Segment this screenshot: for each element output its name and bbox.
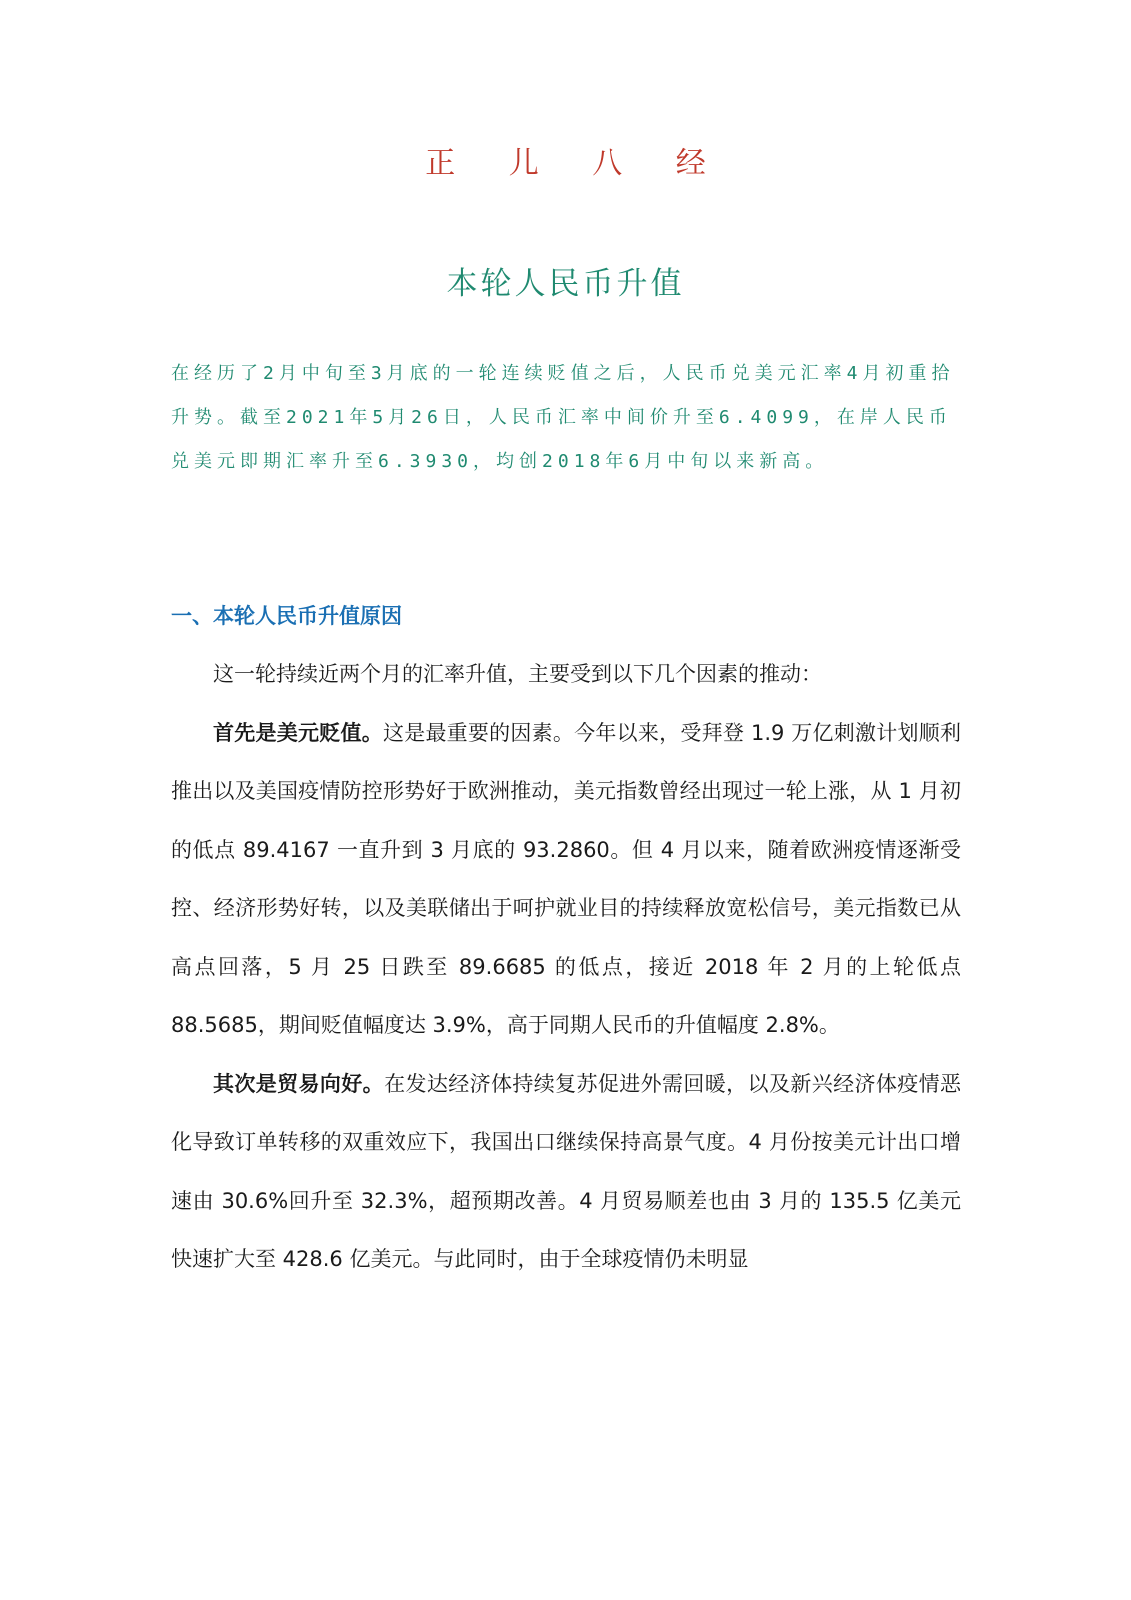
intro-paragraph: 这一轮持续近两个月的汇率升值，主要受到以下几个因素的推动： (213, 662, 822, 686)
masthead: 正 儿 八 经 (425, 146, 728, 181)
paragraph-dollar (171, 704, 961, 1055)
paragraph-text: 在发达经济体持续复苏促进外需回暖，以及新兴经济体疫情恶化导致订单转移的双重效应下，我国出口继续保持高景气度。4 月份按美元计出口增速由 30.6%回升至 32.3%，超预期改善。4 月贸易顺差也由 3 月的 135.5 亿美元快速扩大至 428.6 亿美元。与此同时，由于全球疫情仍未明显 (171, 1071, 962, 1271)
paragraph-lead: 首先是美元贬值。 (213, 720, 383, 745)
section-body (171, 645, 961, 1289)
section-heading: 一、本轮人民币升值原因 (171, 604, 402, 628)
article-title: 本轮人民币升值 (446, 266, 685, 302)
abstract-paragraph: 在经历了2月中旬至3月底的一轮连续贬值之后，人民币兑美元汇率4月初重拾升势。截至2021年5月26日，人民币汇率中间价升至6.4099，在岸人民币兑美元即期汇率升至6.3930，均创2018年6月中旬以来新高。 (171, 363, 955, 472)
paragraph-lead: 其次是贸易向好。 (213, 1071, 385, 1096)
paragraph-text: 这是最重要的因素。今年以来，受拜登 1.9 万亿刺激计划顺利推出以及美国疫情防控形势好于欧洲推动，美元指数曾经出现过一轮上涨，从 1 月初的低点 89.4167 一直升到 3 月底的 93.2860。但 4 月以来，随着欧洲疫情逐渐受控、经济形势好转，以及美联储出于呵护就业目的持续释放宽松信号，美元指数已从高点回落，5 月 25 日跌至 89.6685 的低点，接近 2018 年 2 月的上轮低点 88.5685，期间贬值幅度达 3.9%，高于同期人民币的升值幅度 2.8%。 (171, 720, 962, 1037)
paragraph-trade (171, 1055, 961, 1289)
